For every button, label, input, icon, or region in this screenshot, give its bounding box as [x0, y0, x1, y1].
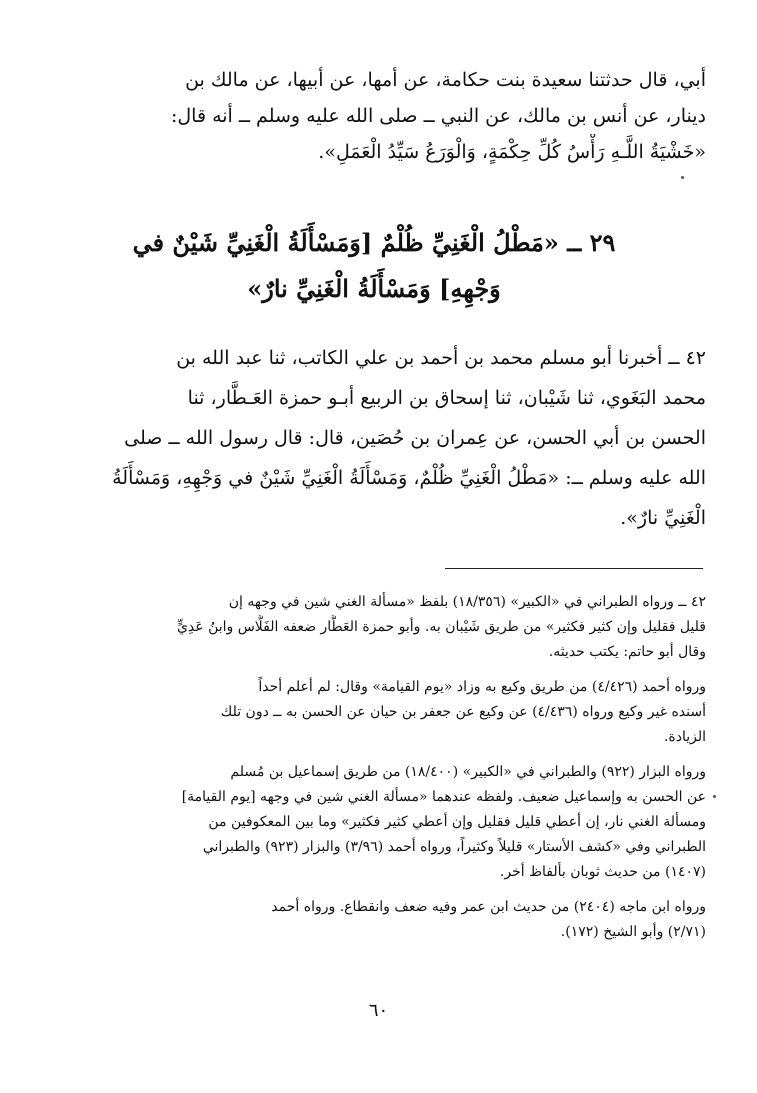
main-line: محمد البَغَوي، ثنا شَيْبان، ثنا إسحاق بن الربيع أبـو حمزة العَـطَّار، ثنا: [187, 387, 706, 409]
footnote-separator: [445, 568, 703, 569]
footnote-line: ورواه أحمد (٤/٤٢٦) من طريق وكيع به وزاد «يوم القيامة» وقال: لم أعلم أحداً: [258, 679, 706, 695]
hadith-paragraph: [78, 338, 706, 538]
footnote-line: ورواه ابن ماجه (٢٤٠٤) من حديث ابن عمر وفيه ضعف وانقطاع. ورواه أحمد: [271, 899, 706, 915]
page-number: ٦٠: [368, 1000, 389, 1021]
main-line: الحسن بن أبي الحسن، عن عِمران بن حُصَين، قال: قال رسول الله ــ صلى: [124, 427, 706, 449]
footnote-line: ٤٢ ــ ورواه الطبراني في «الكبير» (١٨/٣٥٦) بلفظ «مسألة الغني شين في وجهه إن: [228, 594, 706, 610]
intro-paragraph: [78, 62, 706, 170]
footnote: [78, 895, 706, 945]
footnote: [78, 675, 706, 750]
main-line: الْغَنِيِّ نارٌ».: [620, 507, 706, 529]
footnote-line: عن الحسن به وإسماعيل ضعيف. ولفظه عندهما «مسألة الغني شين في وجهه [يوم القيامة]: [181, 789, 706, 805]
main-line: ٤٢ ــ أخبرنا أبو مسلم محمد بن أحمد بن علي الكاتب، ثنا عبد الله بن: [176, 347, 706, 369]
footnote-line: (٢/٧١) وأبو الشيخ (١٧٢).: [560, 924, 706, 940]
intro-line: دينار، عن أنس بن مالك، عن النبي ــ صلى الله عليه وسلم ــ أنه قال:: [170, 105, 706, 127]
footnote-line: أسنده غير وكيع ورواه (٤/٤٣٦) عن وكيع عن جعفر بن حيان عن الحسن به ــ دون تلك: [220, 704, 706, 720]
footnote: [78, 760, 706, 885]
footnote: [78, 590, 706, 665]
footnotes: [78, 590, 706, 955]
heading-line: وَجْهِهِ] وَمَسْأَلَةُ الْغَنِيِّ نارٌ»: [247, 274, 501, 303]
intro-line: أبي، قال حدثتنا سعيدة بنت حكامة، عن أمها، عن أبيها، عن مالك بن: [185, 69, 706, 91]
intro-line: «خَشْيَةُ اللَّـهِ رَأْسُ كُلِّ حِكْمَةٍ، وَالْوَرَعُ سَيِّدُ الْعَمَلِ».: [318, 141, 706, 163]
footnote-line: الطبراني وفي «كشف الأستار» قليلاً وكثيراً، ورواه أحمد (٣/٩٦) والبزار (٩٢٣) والطبراني: [202, 839, 706, 855]
heading-line: ٢٩ ــ «مَطْلُ الْغَنِيِّ ظُلْمٌ [وَمَسْأَلَةُ الْغَنِيِّ شَيْنٌ في: [132, 228, 616, 257]
footnote-line: قليل فقليل وإن كثير فكثير» من طريق شَيْبان به. وأبو حمزة العَطَّار ضعفه الفَلَّاس وابنُ عَدِيٍّ: [176, 619, 706, 635]
footnote-line: وقال أبو حاتم: يكتب حديثه.: [548, 644, 706, 660]
footnote-line: ورواه البزار (٩٢٢) والطبراني في «الكبير» (١٨/٤٠٠) من طريق إسماعيل بن مُسلم: [230, 764, 706, 780]
footnote-line: ومسألة الغني نار، إن أعطي قليل فقليل وإن أعطي كثير فكثير» وما بين المعكوفين من: [208, 814, 706, 830]
scan-speck: [681, 176, 684, 179]
scan-speck: [713, 795, 716, 798]
hadith-heading: [60, 220, 688, 312]
footnote-line: (١٤٠٧) من حديث ثوبان بألفاظ أخر.: [499, 864, 706, 880]
main-line: الله عليه وسلم ــ: «مَطْلُ الْغَنِيِّ ظُلْمٌ، وَمَسْأَلَةُ الْغَنِيِّ شَيْنٌ في وَجْهِهِ، وَمَسْأَلَةُ: [112, 467, 706, 489]
footnote-line: الزيادة.: [663, 729, 706, 745]
